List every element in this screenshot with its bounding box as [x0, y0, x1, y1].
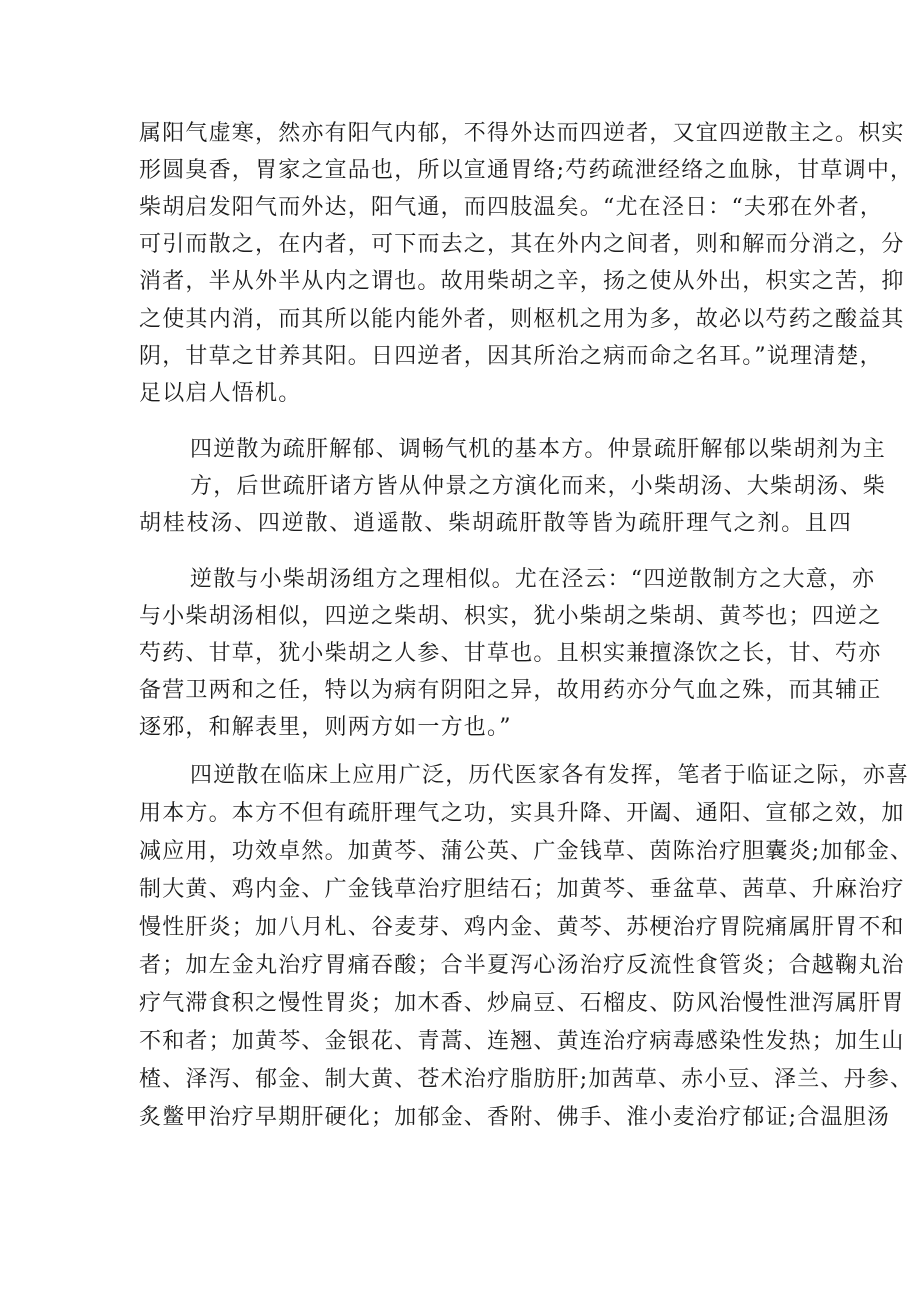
text-line: 备营卫两和之任，特以为病有阴阳之异，故用药亦分气血之殊，而其辅正: [139, 678, 882, 703]
text-line: 方，后世疏肝诸方皆从仲景之方演化而来，小柴胡汤、大柴胡汤、柴: [190, 474, 887, 499]
text-line: 可引而散之，在内者，可下而去之，其在外内之间者，则和解而分消之，分: [139, 232, 905, 257]
text-line: 炙鳖甲治疗早期肝硬化；加郁金、香附、佛手、淮小麦治疗郁证;合温胆汤: [139, 1105, 891, 1130]
text-line: 消者，半从外半从内之谓也。故用柴胡之辛，扬之使从外出，枳实之苦，抑: [139, 269, 905, 294]
text-line: 阴，甘草之甘养其阳。日四逆者，因其所治之病而命之名耳。”说理清楚，: [139, 344, 883, 369]
text-line: 与小柴胡汤相似，四逆之柴胡、枳实，犹小柴胡之柴胡、黄芩也；四逆之: [139, 604, 882, 629]
text-line: 用本方。本方不但有疏肝理气之功，实具升降、开阖、通阳、宣郁之效，加: [139, 801, 905, 826]
text-line: 形圆臭香，胃家之宣品也，所以宣通胃络;芍药疏泄经络之血脉，甘草调中，: [139, 158, 914, 183]
text-line: 逐邪，和解表里，则两方如一方也。”: [139, 715, 512, 740]
text-line: 胡桂枝汤、四逆散、逍遥散、柴胡疏肝散等皆为疏肝理气之剂。且四: [139, 511, 852, 536]
paragraph-first-line: 四逆散在临床上应用广泛，历代医家各有发挥，笔者于临证之际，亦喜: [190, 763, 910, 788]
text-line: 慢性肝炎；加八月札、谷麦芽、鸡内金、黄芩、苏梗治疗胃院痛属肝胃不和: [139, 915, 905, 940]
text-line: 楂、泽泻、郁金、制大黄、苍术治疗脂肪肝;加茜草、赤小豆、泽兰、丹参、: [139, 1067, 914, 1092]
text-line: 芍药、甘草，犹小柴胡之人参、甘草也。且枳实兼擅涤饮之长，甘、芍亦: [139, 641, 882, 666]
text-line: 属阳气虚寒，然亦有阳气内郁，不得外达而四逆者，又宜四逆散主之。枳实: [139, 121, 905, 146]
text-line: 不和者；加黄芩、金银花、青蒿、连翘、黄连治疗病毒感染性发热；加生山: [139, 1029, 905, 1054]
text-line: 疗气滞食积之慢性胃炎；加木香、炒扁豆、石榴皮、防风治慢性泄泻属肝胃: [139, 991, 905, 1016]
text-line: 柴胡启发阳气而外达，阳气通，而四肢温矣。“尤在泾日：“夫邪在外者，: [139, 195, 884, 220]
text-line: 之使其内消，而其所以能内能外者，则枢机之用为多，故必以芍药之酸益其: [139, 307, 905, 332]
paragraph-first-line: 四逆散为疏肝解郁、调畅气机的基本方。仲景疏肝解郁以柴胡剂为主: [190, 437, 887, 462]
text-line: 减应用，功效卓然。加黄芩、蒲公英、广金钱草、茵陈治疗胆囊炎;加郁金、: [139, 839, 914, 864]
text-line: 制大黄、鸡内金、广金钱草治疗胆结石；加黄芩、垂盆草、茜草、升麻治疗: [139, 877, 905, 902]
text-line: 者；加左金丸治疗胃痛吞酸；合半夏泻心汤治疗反流性食管炎；合越鞠丸治: [139, 953, 905, 978]
text-line: 足以启人悟机。: [139, 381, 302, 406]
text-line: 逆散与小柴胡汤组方之理相似。尤在泾云：“四逆散制方之大意，亦: [190, 567, 876, 592]
